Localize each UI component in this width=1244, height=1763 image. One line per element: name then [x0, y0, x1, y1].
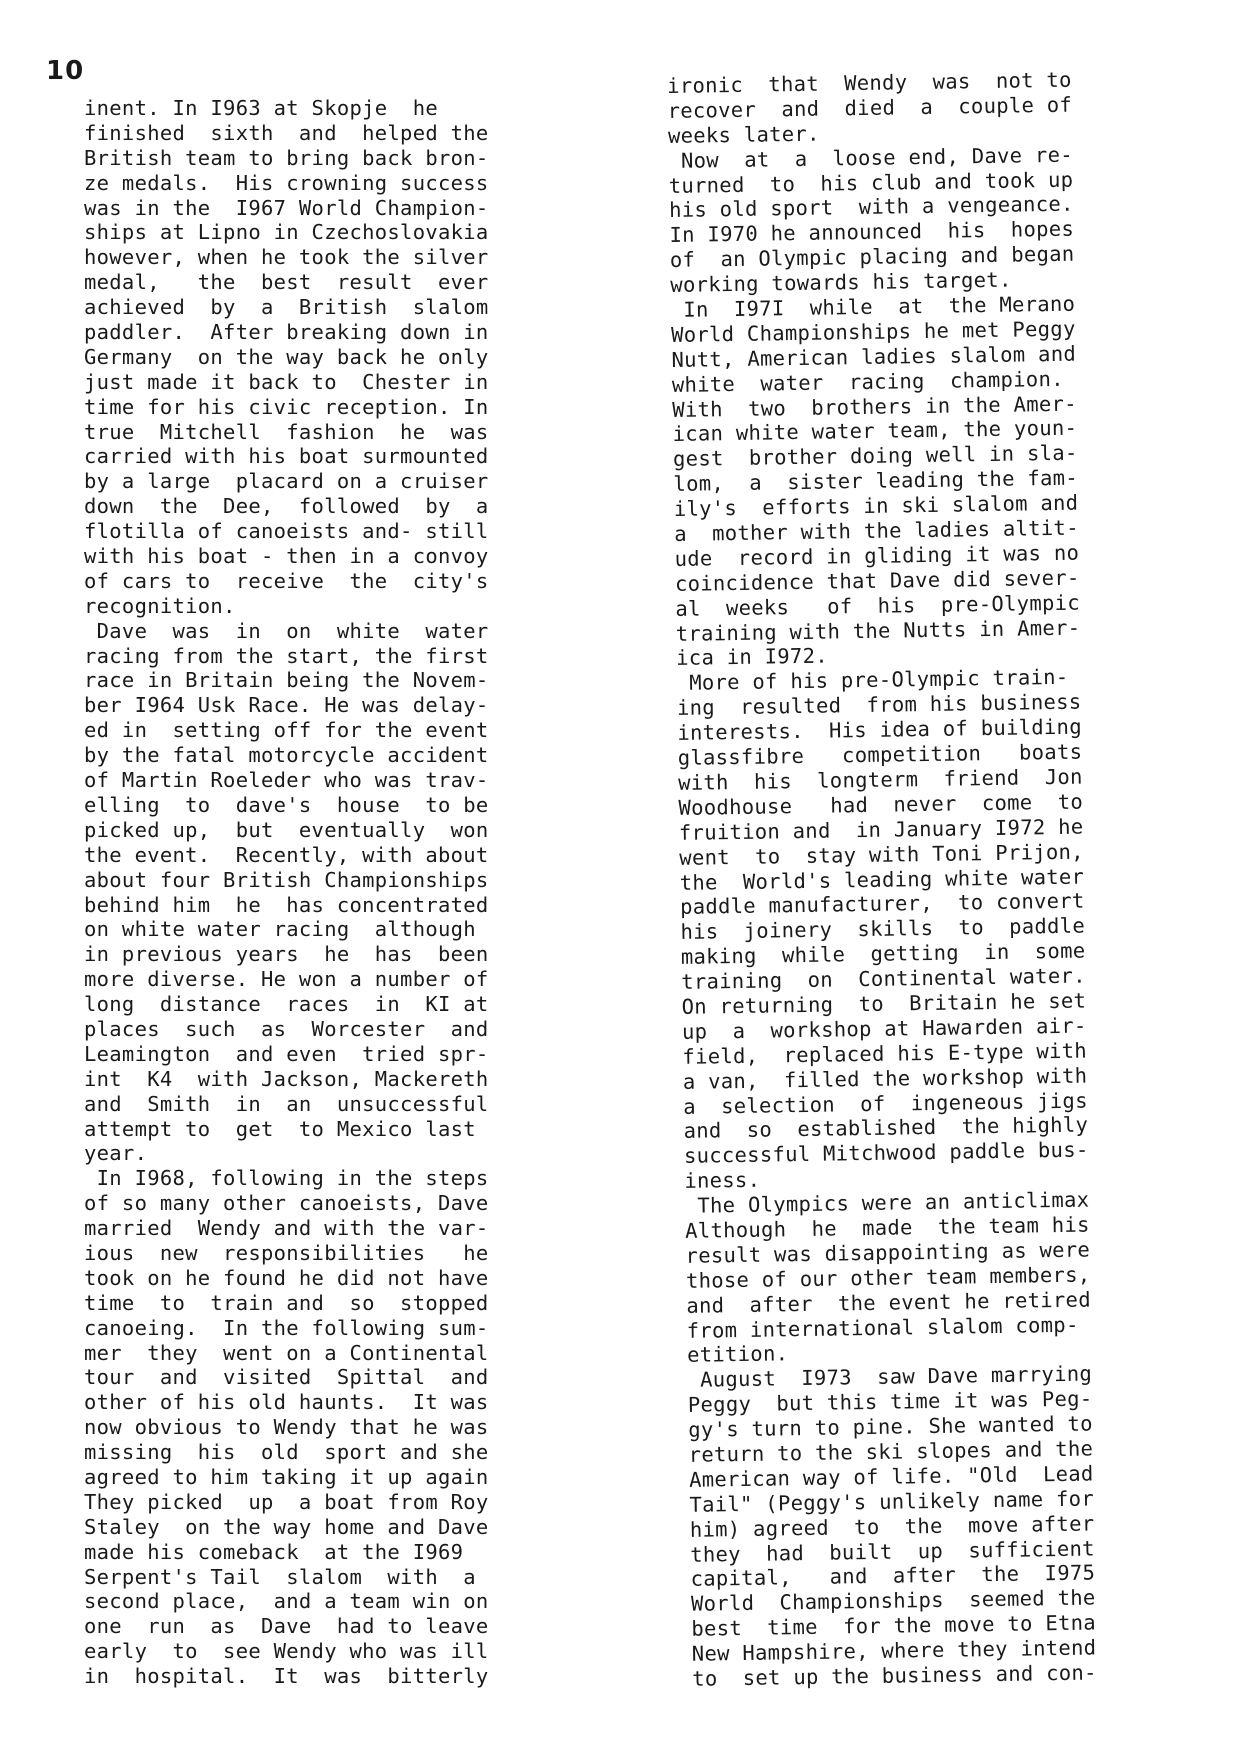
- text-line: now obvious to Wendy that he was: [84, 1415, 489, 1440]
- text-line: ze medals. His crowning success: [84, 170, 489, 195]
- text-line: Although he made the team his: [684, 1212, 1090, 1243]
- text-line: his old sport with a vengeance.: [668, 192, 1074, 223]
- text-line: They picked up a boat from Roy: [84, 1489, 489, 1514]
- text-line: on white water racing although: [84, 917, 476, 942]
- text-line: Dave was in on white water: [84, 618, 489, 643]
- text-line: finished sixth and helped the: [84, 120, 489, 145]
- text-line: they had built up sufficient: [690, 1536, 1095, 1567]
- text-line: just made it back to Chester in: [84, 369, 489, 394]
- text-line: int K4 with Jackson, Mackereth: [84, 1066, 489, 1091]
- text-line: New Hampshire, where they intend: [691, 1635, 1097, 1666]
- text-line: ing resulted from his business: [676, 689, 1082, 721]
- text-line: turned to his club and took up: [668, 167, 1074, 198]
- text-line: with his longterm friend Jon: [677, 764, 1083, 795]
- text-line: about four British Championships: [84, 867, 489, 892]
- text-line: The Olympics were an anticlimax: [684, 1187, 1090, 1218]
- text-line: successful Mitchwood paddle bus-: [683, 1137, 1089, 1169]
- text-line: the World's leading white water: [679, 864, 1085, 895]
- text-line: true Mitchell fashion he was: [84, 419, 489, 444]
- page-number: 10: [46, 56, 85, 86]
- text-line: Staley on the way home and Dave: [84, 1514, 489, 1539]
- text-line: Serpent's Tail slalom with a: [84, 1564, 476, 1589]
- text-line: of cars to receive the city's: [84, 568, 489, 593]
- text-line: canoeing. In the following sum-: [84, 1315, 489, 1340]
- text-line: mer they went on a Continental: [84, 1340, 489, 1365]
- text-line: ber I964 Usk Race. He was delay-: [84, 693, 489, 718]
- text-line: coincidence that Dave did sever-: [674, 565, 1080, 596]
- text-line: carried with his boat surmounted: [84, 444, 489, 469]
- text-line: of Martin Roeleder who was trav-: [84, 768, 489, 793]
- text-line: flotilla of canoeists and- still: [84, 519, 489, 544]
- text-line: In I970 he announced his hopes: [669, 216, 1075, 248]
- text-line: more diverse. He won a number of: [84, 967, 489, 992]
- text-line: the event. Recently, with about: [84, 842, 489, 867]
- text-line: behind him he has concentrated: [84, 892, 489, 917]
- text-line: ude record in gliding it was no: [674, 540, 1080, 571]
- text-line: however, when he took the silver: [84, 245, 489, 270]
- text-line: other of his old haunts. It was: [84, 1390, 489, 1415]
- left-text-column: [84, 96, 554, 1689]
- text-line: ironic that Wendy was not to: [667, 67, 1072, 98]
- text-line: to set up the business and con-: [692, 1660, 1097, 1691]
- text-line: a selection of ingeneous jigs: [683, 1088, 1088, 1119]
- text-line: fruition and in January I972 he: [678, 814, 1084, 845]
- text-line: Leamington and even tried spr-: [84, 1041, 489, 1066]
- text-line: elling to dave's house to be: [84, 792, 489, 817]
- right-text-column: [667, 66, 1172, 1691]
- text-line: British team to bring back bron-: [84, 145, 489, 170]
- text-line: Woodhouse had never come to: [678, 789, 1084, 820]
- text-line: long distance races in KI at: [84, 992, 489, 1017]
- text-line: August I973 saw Dave marrying: [687, 1361, 1093, 1393]
- text-line: More of his pre-Olympic train-: [676, 665, 1069, 696]
- text-line: glassfibre competition boats: [677, 739, 1083, 770]
- text-line: weeks later.: [667, 121, 820, 148]
- text-line: making while getting in some: [680, 938, 1086, 970]
- text-line: of an Olympic placing and began: [669, 241, 1075, 273]
- text-line: of so many other canoeists, Dave: [84, 1191, 489, 1216]
- text-line: second place, and a team win on: [84, 1589, 489, 1614]
- text-line: up a workshop at Hawarden air-: [681, 1013, 1087, 1044]
- text-line: year.: [84, 1141, 148, 1166]
- text-line: race in Britain being the Novem-: [84, 668, 489, 693]
- text-line: by the fatal motorcycle accident: [84, 743, 489, 768]
- text-line: time to train and so stopped: [84, 1290, 489, 1315]
- text-line: working towards his target.: [670, 267, 1012, 298]
- text-line: al weeks of his pre-Olympic: [675, 590, 1081, 621]
- text-line: and after the event he retired: [686, 1287, 1092, 1318]
- text-line: In I968, following in the steps: [84, 1166, 489, 1191]
- text-line: ican white water team, the youn-: [672, 416, 1078, 447]
- text-line: With two brothers in the Amer-: [672, 391, 1077, 422]
- text-line: ily's efforts in ski slalom and: [673, 490, 1079, 522]
- text-line: missing his old sport and she: [84, 1440, 489, 1465]
- text-line: ica in I972.: [675, 644, 829, 671]
- text-line: racing from the start, the first: [84, 643, 489, 668]
- text-line: paddle manufacturer, to convert: [679, 888, 1085, 920]
- text-line: by a large placard on a cruiser: [84, 469, 489, 494]
- text-line: picked up, but eventually won: [84, 817, 489, 842]
- text-line: etition.: [686, 1341, 789, 1368]
- text-line: time for his civic reception. In: [84, 394, 489, 419]
- text-line: in previous years he has been: [84, 942, 489, 967]
- text-line: result was disappointing as were: [685, 1237, 1091, 1268]
- text-line: lom, a sister leading the fam-: [673, 465, 1079, 497]
- text-line: with his boat - then in a convoy: [84, 544, 489, 569]
- text-line: was in the I967 World Champion-: [84, 195, 489, 220]
- text-line: In I97I while at the Merano: [670, 291, 1076, 322]
- text-line: World Championships he met Peggy: [670, 316, 1076, 347]
- text-line: places such as Worcester and: [84, 1016, 489, 1041]
- text-line: ships at Lipno in Czechoslovakia: [84, 220, 489, 245]
- text-line: Germany on the way back he only: [84, 344, 489, 369]
- text-line: Now at a loose end, Dave re-: [668, 142, 1074, 173]
- text-line: early to see Wendy who was ill: [84, 1639, 489, 1664]
- text-line: recognition.: [84, 593, 236, 618]
- text-line: On returning to Britain he set: [681, 988, 1087, 1019]
- text-line: training on Continental water.: [681, 963, 1086, 994]
- text-line: capital, and after the I975: [690, 1560, 1096, 1592]
- text-line: white water racing champion.: [671, 366, 1064, 397]
- text-line: American way of life. "Old Lead: [688, 1461, 1094, 1492]
- text-line: paddler. After breaking down in: [84, 320, 489, 345]
- text-line: ed in setting off for the event: [84, 718, 489, 743]
- text-line: training with the Nutts in Amer-: [675, 615, 1081, 646]
- text-line: down the Dee, followed by a: [84, 494, 489, 519]
- text-line: ious new responsibilities he: [84, 1240, 489, 1265]
- text-line: Peggy but this time it was Peg-: [687, 1386, 1093, 1418]
- text-line: interests. His idea of building: [677, 714, 1083, 746]
- text-line: iness.: [684, 1167, 761, 1194]
- text-line: made his comeback at the I969: [84, 1539, 464, 1564]
- text-line: return to the ski slopes and the: [688, 1436, 1094, 1467]
- text-line: in hospital. It was bitterly: [84, 1664, 489, 1689]
- text-line: achieved by a British slalom: [84, 295, 489, 320]
- text-line: gy's turn to pine. She wanted to: [688, 1411, 1093, 1442]
- text-line: married Wendy and with the var-: [84, 1216, 489, 1241]
- text-line: field, replaced his E-type with: [682, 1038, 1088, 1069]
- text-line: a mother with the ladies altit-: [674, 515, 1079, 546]
- text-line: Nutt, American ladies slalom and: [671, 341, 1077, 372]
- text-line: his joinery skills to paddle: [680, 913, 1086, 945]
- text-line: World Championships seemed the: [690, 1585, 1096, 1617]
- text-line: gest brother doing well in sla-: [672, 440, 1078, 472]
- text-line: went to stay with Toni Prijon,: [679, 839, 1084, 870]
- text-line: best time for the move to Etna: [691, 1610, 1097, 1642]
- text-line: attempt to get to Mexico last: [84, 1116, 476, 1141]
- text-line: medal, the best result ever: [84, 270, 489, 295]
- text-line: tour and visited Spittal and: [84, 1365, 489, 1390]
- text-line: a van, filled the workshop with: [682, 1063, 1088, 1094]
- text-line: one run as Dave had to leave: [84, 1614, 489, 1639]
- text-line: agreed to him taking it up again: [84, 1464, 489, 1489]
- text-line: those of our other team members,: [685, 1262, 1091, 1293]
- text-line: and Smith in an unsuccessful: [84, 1091, 489, 1116]
- text-line: inent. In I963 at Skopje he: [84, 96, 438, 120]
- text-line: Tail" (Peggy's unlikely name for: [689, 1486, 1095, 1517]
- text-line: and so established the highly: [683, 1112, 1089, 1144]
- text-line: took on he found he did not have: [84, 1265, 489, 1290]
- text-line: him) agreed to the move after: [689, 1511, 1095, 1542]
- text-line: from international slalom comp-: [686, 1312, 1079, 1343]
- text-line: recover and died a couple of: [667, 92, 1073, 123]
